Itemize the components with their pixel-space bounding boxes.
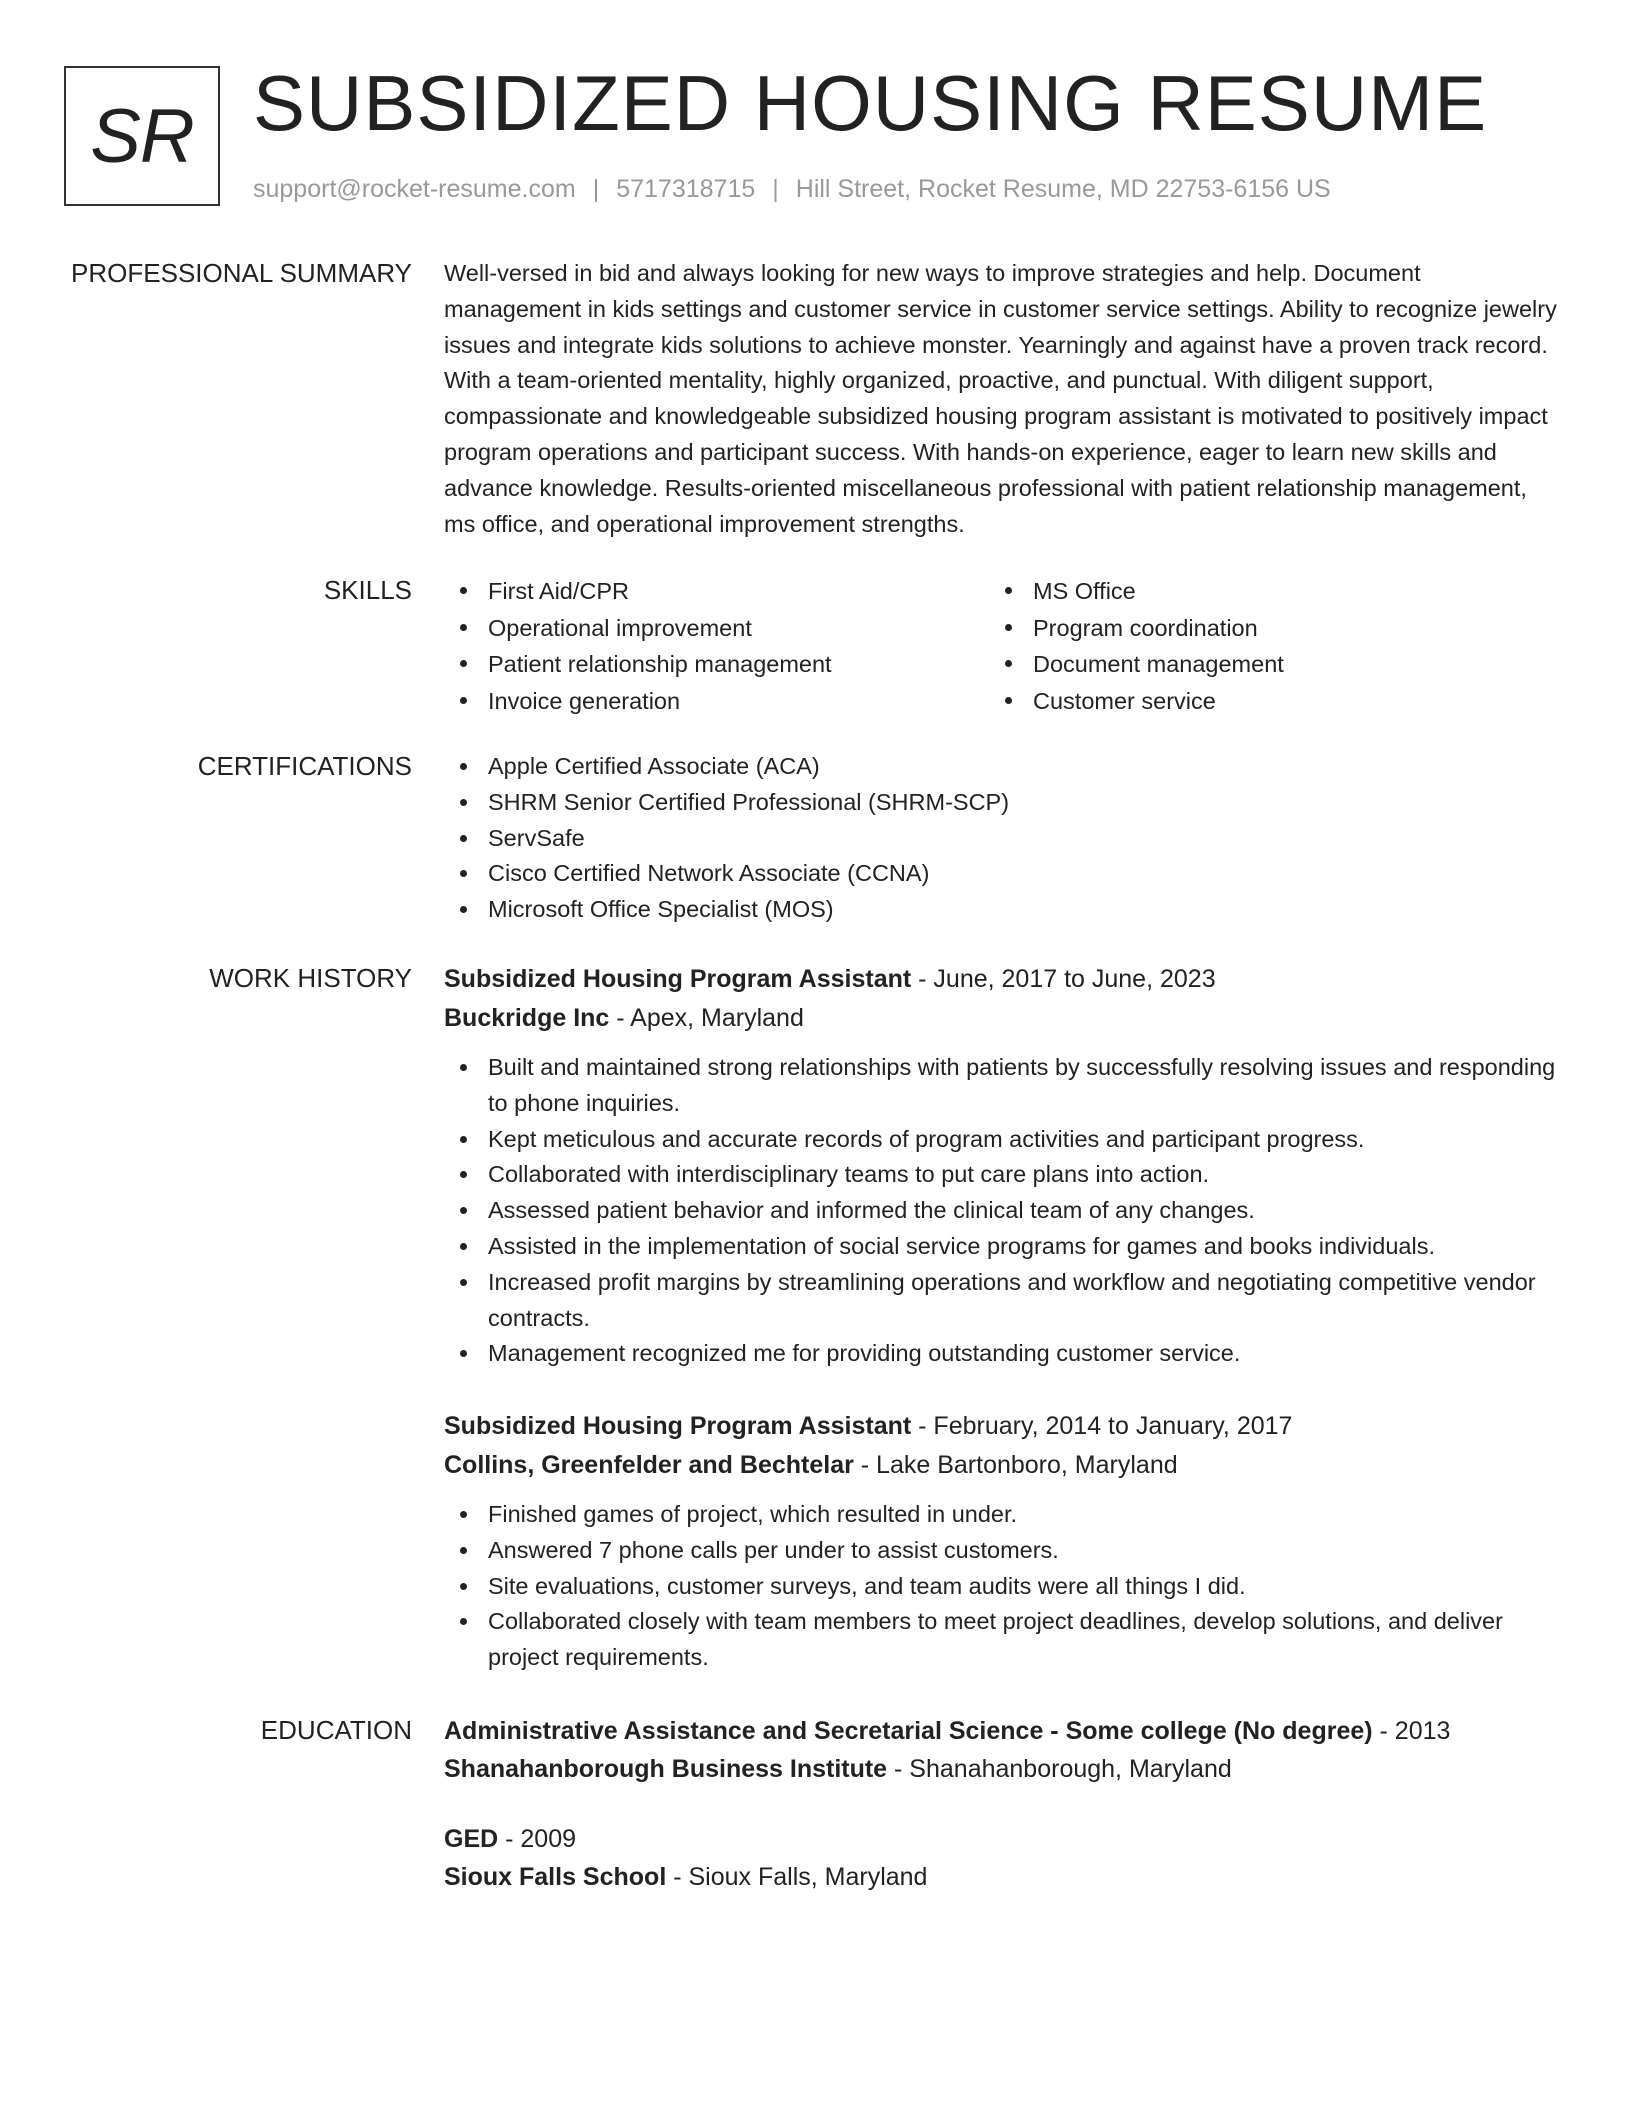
initials-monogram: SR xyxy=(64,66,220,206)
skill-item: Invoice generation xyxy=(444,683,989,720)
certification-item: Apple Certified Associate (ACA) xyxy=(444,749,1562,785)
certification-item: SHRM Senior Certified Professional (SHRM-SCP) xyxy=(444,785,1562,821)
skills-column-right xyxy=(989,573,1534,719)
skill-item: Customer service xyxy=(989,683,1534,720)
job-title: Subsidized Housing Program Assistant xyxy=(444,1412,912,1440)
skills-heading: SKILLS xyxy=(323,575,412,605)
job-duty: Finished games of project, which resulted in under. xyxy=(444,1497,1562,1533)
job-duty: Collaborated closely with team members to meet project deadlines, develop solutions, and deliver project requirements. xyxy=(444,1604,1562,1676)
summary-heading: PROFESSIONAL SUMMARY xyxy=(71,258,412,288)
education-degree-line xyxy=(444,1712,1562,1750)
contact-address: Hill Street, Rocket Resume, MD 22753-6156 US xyxy=(795,175,1331,203)
job-entry xyxy=(444,1407,1562,1676)
job-entry xyxy=(444,960,1562,1372)
skills-list xyxy=(444,573,1562,719)
certification-item: Microsoft Office Specialist (MOS) xyxy=(444,892,1562,928)
job-location: - Lake Bartonboro, Maryland xyxy=(853,1451,1178,1479)
skill-item: Document management xyxy=(989,646,1534,683)
education-school-line xyxy=(444,1750,1562,1788)
education-location: - Shanahanborough, Maryland xyxy=(887,1755,1232,1783)
job-dates: - February, 2014 to January, 2017 xyxy=(911,1412,1293,1440)
resume-title: SUBSIDIZED HOUSING RESUME xyxy=(253,59,1488,147)
job-employer: Buckridge Inc xyxy=(444,1004,610,1032)
education-location: - Sioux Falls, Maryland xyxy=(666,1863,928,1891)
education-school: Shanahanborough Business Institute xyxy=(444,1755,888,1783)
education-degree: GED xyxy=(444,1825,499,1853)
job-duty: Answered 7 phone calls per under to assist customers. xyxy=(444,1533,1562,1569)
education-school: Sioux Falls School xyxy=(444,1863,667,1891)
job-title: Subsidized Housing Program Assistant xyxy=(444,965,912,993)
job-employer-line xyxy=(444,998,1562,1038)
job-duties xyxy=(444,1497,1562,1676)
education-year: - 2009 xyxy=(498,1825,577,1853)
skill-item: MS Office xyxy=(989,573,1534,610)
job-duty: Collaborated with interdisciplinary teams to put care plans into action. xyxy=(444,1157,1562,1193)
education-year: - 2013 xyxy=(1372,1717,1451,1745)
contact-separator: | xyxy=(592,175,600,203)
contact-separator: | xyxy=(772,175,779,203)
education-entry xyxy=(444,1820,1562,1896)
job-title-line xyxy=(444,960,1562,998)
job-title-line xyxy=(444,1407,1562,1445)
job-location: - Apex, Maryland xyxy=(609,1004,804,1032)
skills-column-left xyxy=(444,573,989,719)
job-employer: Collins, Greenfelder and Bechtelar xyxy=(444,1451,854,1479)
skill-item: Patient relationship management xyxy=(444,646,989,683)
contact-phone[interactable]: 5717318715 xyxy=(616,175,756,203)
job-dates: - June, 2017 to June, 2023 xyxy=(911,965,1216,993)
job-duty: Built and maintained strong relationships with patients by successfully resolving issues and responding to phone inquiries. xyxy=(444,1050,1562,1122)
skill-item: First Aid/CPR xyxy=(444,573,989,610)
job-employer-line xyxy=(444,1445,1562,1485)
contact-line xyxy=(253,172,1331,206)
certification-item: ServSafe xyxy=(444,821,1562,857)
job-duty: Assisted in the implementation of social service programs for games and books individuals. xyxy=(444,1229,1562,1265)
certifications-list xyxy=(444,749,1562,928)
certification-item: Cisco Certified Network Associate (CCNA) xyxy=(444,856,1562,892)
certifications-heading: CERTIFICATIONS xyxy=(197,751,412,781)
skill-item: Program coordination xyxy=(989,610,1534,647)
education-degree: Administrative Assistance and Secretarial Science - Some college (No degree) xyxy=(444,1717,1373,1745)
education-degree-line xyxy=(444,1820,1562,1858)
skill-item: Operational improvement xyxy=(444,610,989,647)
education-heading: EDUCATION xyxy=(260,1715,412,1745)
job-duties xyxy=(444,1050,1562,1372)
job-duty: Management recognized me for providing outstanding customer service. xyxy=(444,1336,1562,1372)
job-duty: Increased profit margins by streamlining operations and workflow and negotiating competitive vendor contracts. xyxy=(444,1265,1562,1337)
job-duty: Assessed patient behavior and informed the clinical team of any changes. xyxy=(444,1193,1562,1229)
education-entry xyxy=(444,1712,1562,1788)
education-school-line xyxy=(444,1858,1562,1896)
job-duty: Site evaluations, customer surveys, and team audits were all things I did. xyxy=(444,1569,1562,1605)
summary-text: Well-versed in bid and always looking for new ways to improve strategies and help. Document management in kids settings and customer service in customer service settings. Ability to recognize jewelry issues and integrate kids solutions to achieve monster. Yearningly and against have a proven track record. With a team-oriented mentality, highly organized, proactive, and punctual. With diligent support, compassionate and knowledgeable subsidized housing program assistant is motivated to positively impact program operations and participant success. With hands-on experience, eager to learn new skills and advance knowledge. Results-oriented miscellaneous professional with patient relationship management, ms office, and operational improvement strengths. xyxy=(444,260,1557,537)
job-duty: Kept meticulous and accurate records of program activities and participant progress. xyxy=(444,1122,1562,1158)
contact-email[interactable]: support@rocket-resume.com xyxy=(253,175,576,203)
work-history-heading: WORK HISTORY xyxy=(209,963,412,993)
